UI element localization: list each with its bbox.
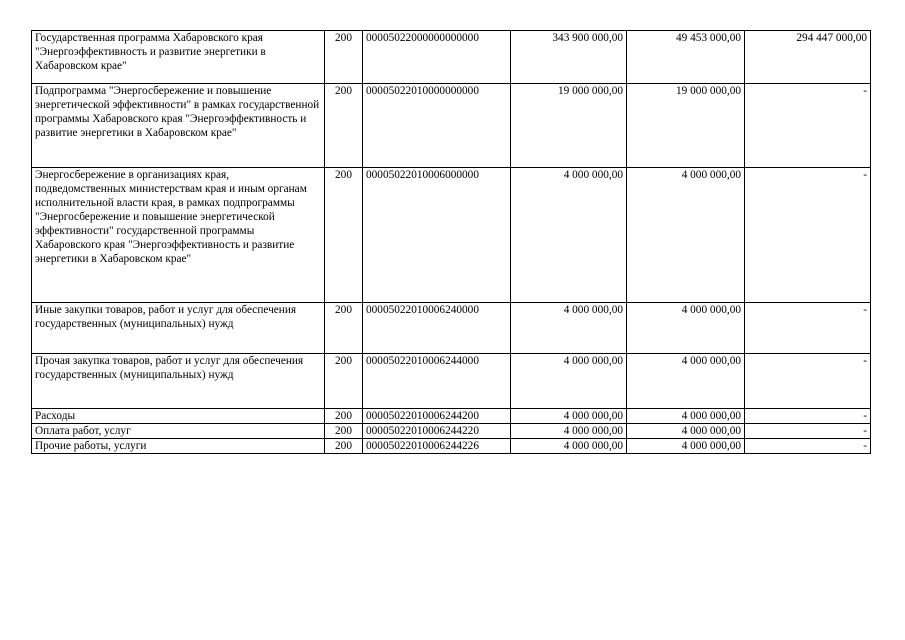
approved-cell xyxy=(511,168,627,303)
kbk-code: 00005022010006240000 xyxy=(366,304,479,316)
executed-amount: 4 000 000,00 xyxy=(681,169,741,181)
executed-amount: 49 453 000,00 xyxy=(676,32,741,44)
table-row xyxy=(32,354,871,409)
approved-amount: 4 000 000,00 xyxy=(563,169,623,181)
line-code-cell xyxy=(325,31,363,84)
row-name: Прочие работы, услуги xyxy=(35,440,147,452)
kbk-code: 00005022010000000000 xyxy=(366,85,479,97)
unexecuted-cell xyxy=(745,409,871,424)
row-name-cell xyxy=(32,31,325,84)
line-code-cell xyxy=(325,168,363,303)
approved-cell xyxy=(511,439,627,454)
unexecuted-amount: - xyxy=(863,410,867,422)
unexecuted-amount: - xyxy=(863,304,867,316)
unexecuted-cell xyxy=(745,168,871,303)
table-row xyxy=(32,439,871,454)
row-name-cell xyxy=(32,409,325,424)
approved-cell xyxy=(511,424,627,439)
unexecuted-cell xyxy=(745,31,871,84)
row-name: Государственная программа Хабаровского края "Энергоэффективность и развитие энергетики в Хабаровском крае" xyxy=(35,32,269,72)
line-code: 200 xyxy=(335,425,352,437)
line-code-cell xyxy=(325,409,363,424)
unexecuted-amount: - xyxy=(863,440,867,452)
approved-amount: 4 000 000,00 xyxy=(563,304,623,316)
line-code: 200 xyxy=(335,410,352,422)
executed-amount: 4 000 000,00 xyxy=(681,304,741,316)
row-name-cell xyxy=(32,424,325,439)
executed-amount: 4 000 000,00 xyxy=(681,425,741,437)
kbk-cell xyxy=(363,84,511,168)
approved-amount: 4 000 000,00 xyxy=(563,410,623,422)
executed-cell xyxy=(627,354,745,409)
row-name: Прочая закупка товаров, работ и услуг для обеспечения государственных (муниципальных) нужд xyxy=(35,355,306,381)
approved-cell xyxy=(511,409,627,424)
unexecuted-amount: - xyxy=(863,85,867,97)
unexecuted-amount: - xyxy=(863,169,867,181)
approved-cell xyxy=(511,354,627,409)
budget-execution-table xyxy=(31,30,871,454)
row-name-cell xyxy=(32,439,325,454)
line-code: 200 xyxy=(335,440,352,452)
row-name: Подпрограмма "Энергосбережение и повышение энергетической эффективности" в рамках государственной программы Хабаровского края "Энергоэффективность и развитие энергетики в Хабаровском крае" xyxy=(35,85,323,139)
row-name-cell xyxy=(32,168,325,303)
executed-amount: 4 000 000,00 xyxy=(681,440,741,452)
kbk-code: 00005022010006244200 xyxy=(366,410,479,422)
table-row xyxy=(32,31,871,84)
kbk-cell xyxy=(363,31,511,84)
line-code-cell xyxy=(325,439,363,454)
row-name-cell xyxy=(32,84,325,168)
kbk-cell xyxy=(363,409,511,424)
approved-cell xyxy=(511,84,627,168)
unexecuted-cell xyxy=(745,303,871,354)
kbk-cell xyxy=(363,424,511,439)
kbk-cell xyxy=(363,168,511,303)
unexecuted-cell xyxy=(745,424,871,439)
kbk-cell xyxy=(363,439,511,454)
approved-amount: 4 000 000,00 xyxy=(563,425,623,437)
row-name: Расходы xyxy=(35,410,76,422)
kbk-code: 00005022010006244226 xyxy=(366,440,479,452)
row-name: Иные закупки товаров, работ и услуг для обеспечения государственных (муниципальных) нужд xyxy=(35,304,299,330)
line-code-cell xyxy=(325,424,363,439)
kbk-code: 00005022010006244220 xyxy=(366,425,479,437)
approved-cell xyxy=(511,31,627,84)
executed-cell xyxy=(627,84,745,168)
unexecuted-cell xyxy=(745,354,871,409)
unexecuted-cell xyxy=(745,439,871,454)
table-row xyxy=(32,303,871,354)
executed-cell xyxy=(627,31,745,84)
row-name: Оплата работ, услуг xyxy=(35,425,131,437)
executed-cell xyxy=(627,168,745,303)
unexecuted-amount: 294 447 000,00 xyxy=(796,32,867,44)
row-name-cell xyxy=(32,354,325,409)
line-code-cell xyxy=(325,303,363,354)
table-row xyxy=(32,84,871,168)
kbk-code: 00005022000000000000 xyxy=(366,32,479,44)
row-name: Энергосбережение в организациях края, подведомственных министерствам края и иным органам исполнительной власти края, в рамках подпрограммы "Энергосбережение и повышение энергетической эффективности" государственной программы Хабаровского края "Энергоэффективность и развитие энергетики в Хабаровском крае" xyxy=(35,169,310,265)
table-row xyxy=(32,424,871,439)
row-name-cell xyxy=(32,303,325,354)
line-code: 200 xyxy=(335,32,352,44)
kbk-code: 00005022010006244000 xyxy=(366,355,479,367)
unexecuted-amount: - xyxy=(863,425,867,437)
table-row xyxy=(32,409,871,424)
line-code: 200 xyxy=(335,85,352,97)
approved-amount: 343 900 000,00 xyxy=(552,32,623,44)
line-code-cell xyxy=(325,84,363,168)
executed-cell xyxy=(627,439,745,454)
line-code: 200 xyxy=(335,169,352,181)
executed-cell xyxy=(627,409,745,424)
line-code: 200 xyxy=(335,304,352,316)
unexecuted-amount: - xyxy=(863,355,867,367)
kbk-code: 00005022010006000000 xyxy=(366,169,479,181)
executed-cell xyxy=(627,424,745,439)
kbk-cell xyxy=(363,303,511,354)
approved-cell xyxy=(511,303,627,354)
line-code-cell xyxy=(325,354,363,409)
executed-amount: 4 000 000,00 xyxy=(681,355,741,367)
approved-amount: 4 000 000,00 xyxy=(563,355,623,367)
executed-amount: 4 000 000,00 xyxy=(681,410,741,422)
kbk-cell xyxy=(363,354,511,409)
approved-amount: 19 000 000,00 xyxy=(558,85,623,97)
line-code: 200 xyxy=(335,355,352,367)
table-row xyxy=(32,168,871,303)
approved-amount: 4 000 000,00 xyxy=(563,440,623,452)
executed-cell xyxy=(627,303,745,354)
unexecuted-cell xyxy=(745,84,871,168)
executed-amount: 19 000 000,00 xyxy=(676,85,741,97)
